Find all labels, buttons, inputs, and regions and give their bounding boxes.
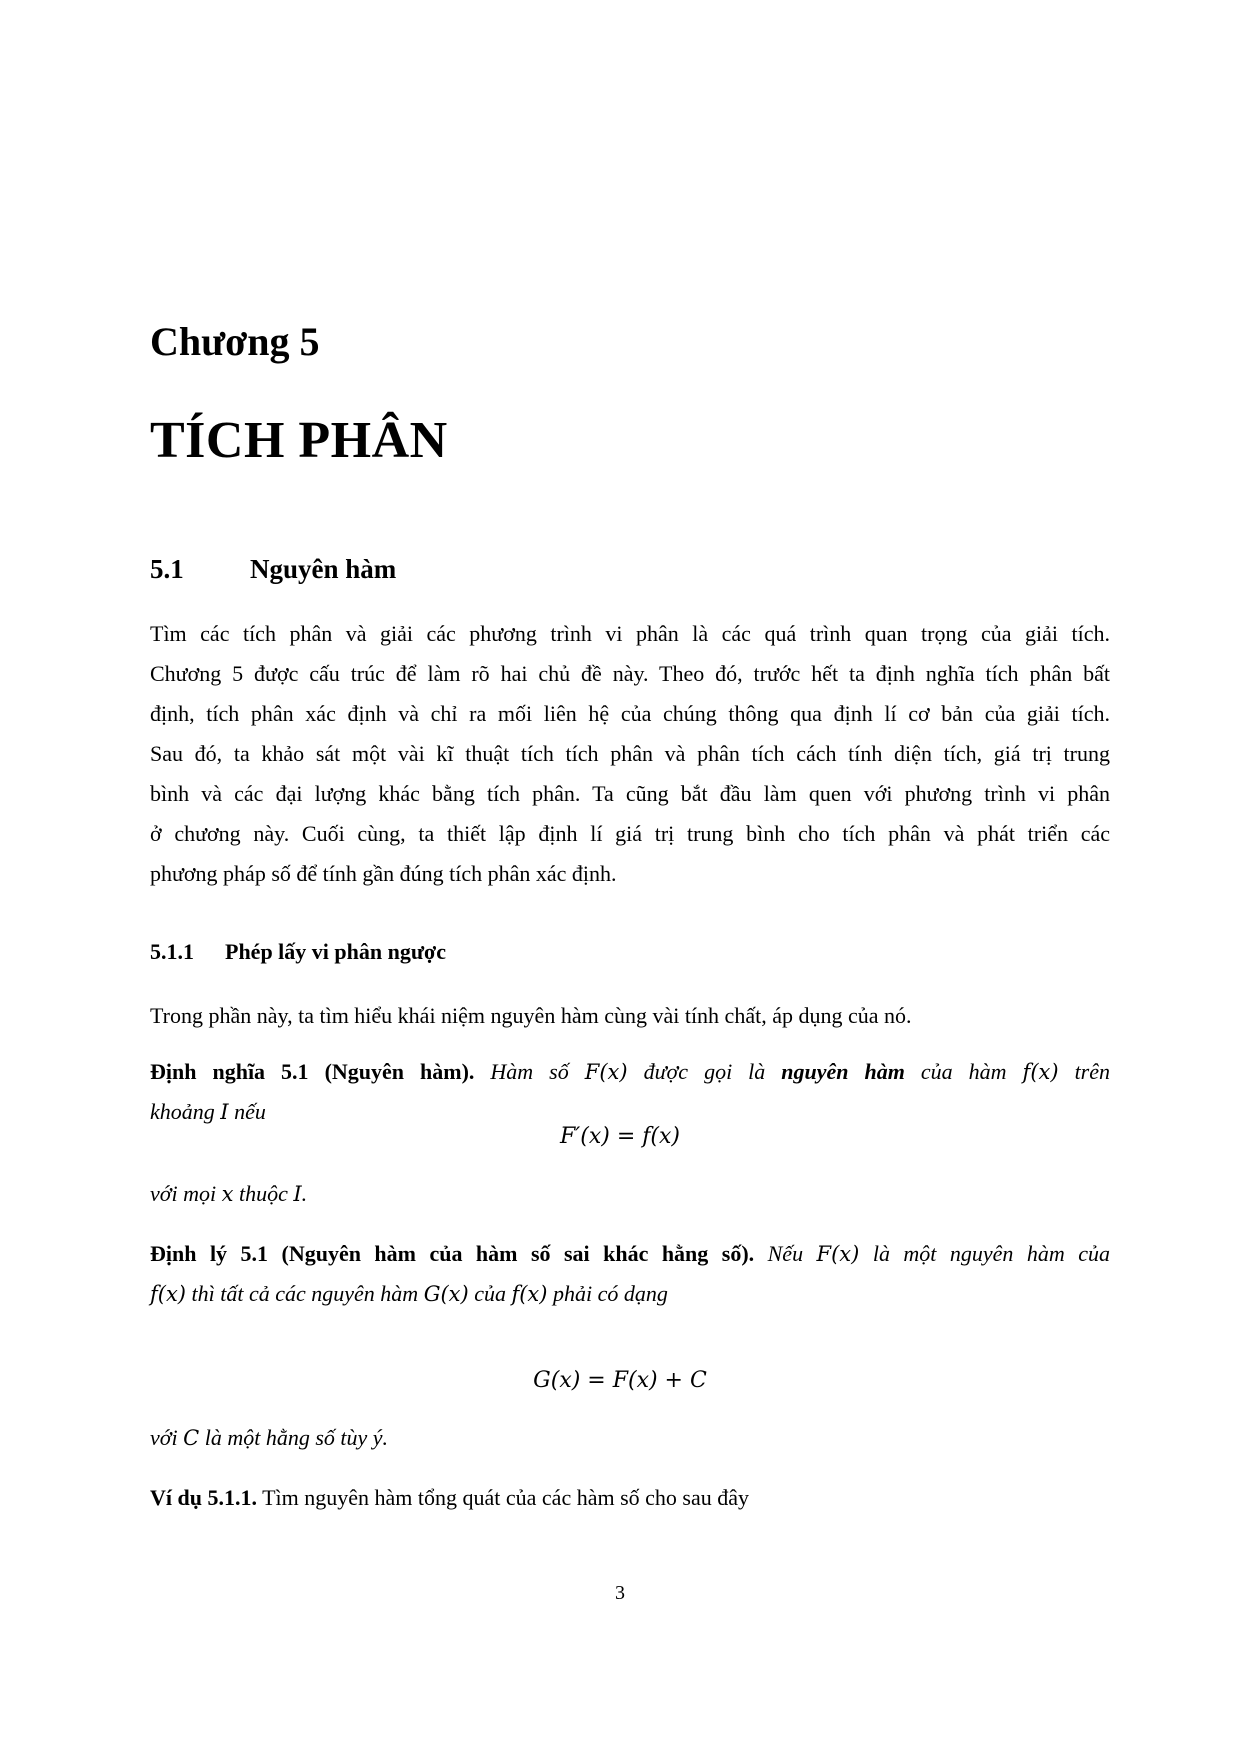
definition-block <box>150 1052 1110 1132</box>
math-inline: F(x) <box>816 1242 860 1266</box>
subsection-number: 5.1.1 <box>150 939 194 964</box>
paragraph-line: Tìm các tích phân và giải các phương trình vi phân là các quá trình quan trọng của giải tích. <box>150 621 1110 646</box>
paragraph-line: định, tích phân xác định và chỉ ra mối liên hệ của chúng thông qua định lí cơ bản của giải tích. <box>150 701 1110 726</box>
definition-text: khoảng <box>150 1099 215 1124</box>
example-label: Ví dụ 5.1.1. <box>150 1485 257 1510</box>
example-line <box>150 1478 1110 1518</box>
theorem-text: phải có dạng <box>552 1281 668 1306</box>
section-title: Nguyên hàm <box>250 554 397 584</box>
definition-term: nguyên hàm <box>781 1059 905 1084</box>
chapter-label: Chương 5 <box>150 319 320 364</box>
definition-after <box>150 1174 1110 1214</box>
math-inline: F(x) <box>584 1060 628 1084</box>
math-inline: G(x) <box>423 1282 469 1306</box>
theorem-line-2 <box>150 1274 1110 1314</box>
definition-line-1 <box>150 1052 1110 1092</box>
math-inline: I <box>293 1182 302 1206</box>
math-inline: x <box>221 1182 234 1206</box>
chapter-title: TÍCH PHÂN <box>150 412 448 469</box>
math-inline: I <box>220 1100 229 1124</box>
example-block <box>150 1478 1110 1518</box>
section-number: 5.1 <box>150 554 184 584</box>
subsection-title: Phép lấy vi phân ngược <box>225 939 446 964</box>
math-inline: C <box>183 1426 200 1450</box>
paragraph-line: Sau đó, ta khảo sát một vài kĩ thuật tích tích phân và phân tích cách tính diện tích, giá trị trung <box>150 741 1110 766</box>
theorem-text: là một hằng số tùy ý. <box>204 1425 389 1450</box>
paragraph-line: Chương 5 được cấu trúc để làm rõ hai chủ đề này. Theo đó, trước hết ta định nghĩa tích phân bất <box>150 661 1110 686</box>
subsection-intro <box>150 996 1110 1036</box>
page-number: 3 <box>615 1582 625 1604</box>
theorem-line-1 <box>150 1234 1110 1274</box>
section-heading <box>150 552 396 586</box>
theorem-equation: G(x) = F(x) + C <box>533 1368 707 1393</box>
theorem-text: với <box>150 1425 178 1450</box>
example-text: Tìm nguyên hàm tổng quát của các hàm số cho sau đây <box>262 1485 750 1510</box>
definition-text: thuộc <box>238 1181 288 1206</box>
definition-text: Hàm số <box>490 1059 569 1084</box>
paragraph-line: bình và các đại lượng khác bằng tích phân. Ta cũng bắt đầu làm quen với phương trình vi phân <box>150 781 1110 806</box>
definition-label: Định nghĩa 5.1 <box>150 1059 309 1084</box>
theorem-name: (Nguyên hàm của hàm số sai khác hằng số). <box>281 1241 755 1266</box>
theorem-text: thì tất cả các nguyên hàm <box>191 1281 419 1306</box>
theorem-after-line <box>150 1418 1110 1458</box>
theorem-text: là một nguyên hàm của <box>872 1241 1110 1266</box>
math-inline: f(x) <box>511 1282 548 1306</box>
math-inline: f(x) <box>1022 1060 1059 1084</box>
definition-text: được gọi là <box>643 1059 766 1084</box>
definition-text: của hàm <box>920 1059 1007 1084</box>
definition-name: (Nguyên hàm). <box>324 1059 475 1084</box>
definition-equation: F′(x) = f(x) <box>560 1124 680 1149</box>
definition-after-line <box>150 1174 1110 1214</box>
subsection-heading <box>150 938 446 966</box>
math-inline: f(x) <box>150 1282 187 1306</box>
definition-text: trên <box>1074 1059 1111 1084</box>
definition-text: với mọi <box>150 1181 217 1206</box>
paragraph-line: phương pháp số để tính gần đúng tích phân xác định. <box>150 861 617 886</box>
definition-text: . <box>301 1181 308 1206</box>
paragraph-line: Trong phần này, ta tìm hiểu khái niệm nguyên hàm cùng vài tính chất, áp dụng của nó. <box>150 1003 912 1028</box>
definition-text: nếu <box>234 1099 266 1124</box>
theorem-text: của <box>474 1281 506 1306</box>
theorem-text: Nếu <box>767 1241 804 1266</box>
intro-paragraph <box>150 614 1110 894</box>
theorem-label: Định lý 5.1 <box>150 1241 269 1266</box>
theorem-block <box>150 1234 1110 1314</box>
paragraph-line: ở chương này. Cuối cùng, ta thiết lập định lí giá trị trung bình cho tích phân và phát triển các <box>150 821 1110 846</box>
theorem-after <box>150 1418 1110 1458</box>
